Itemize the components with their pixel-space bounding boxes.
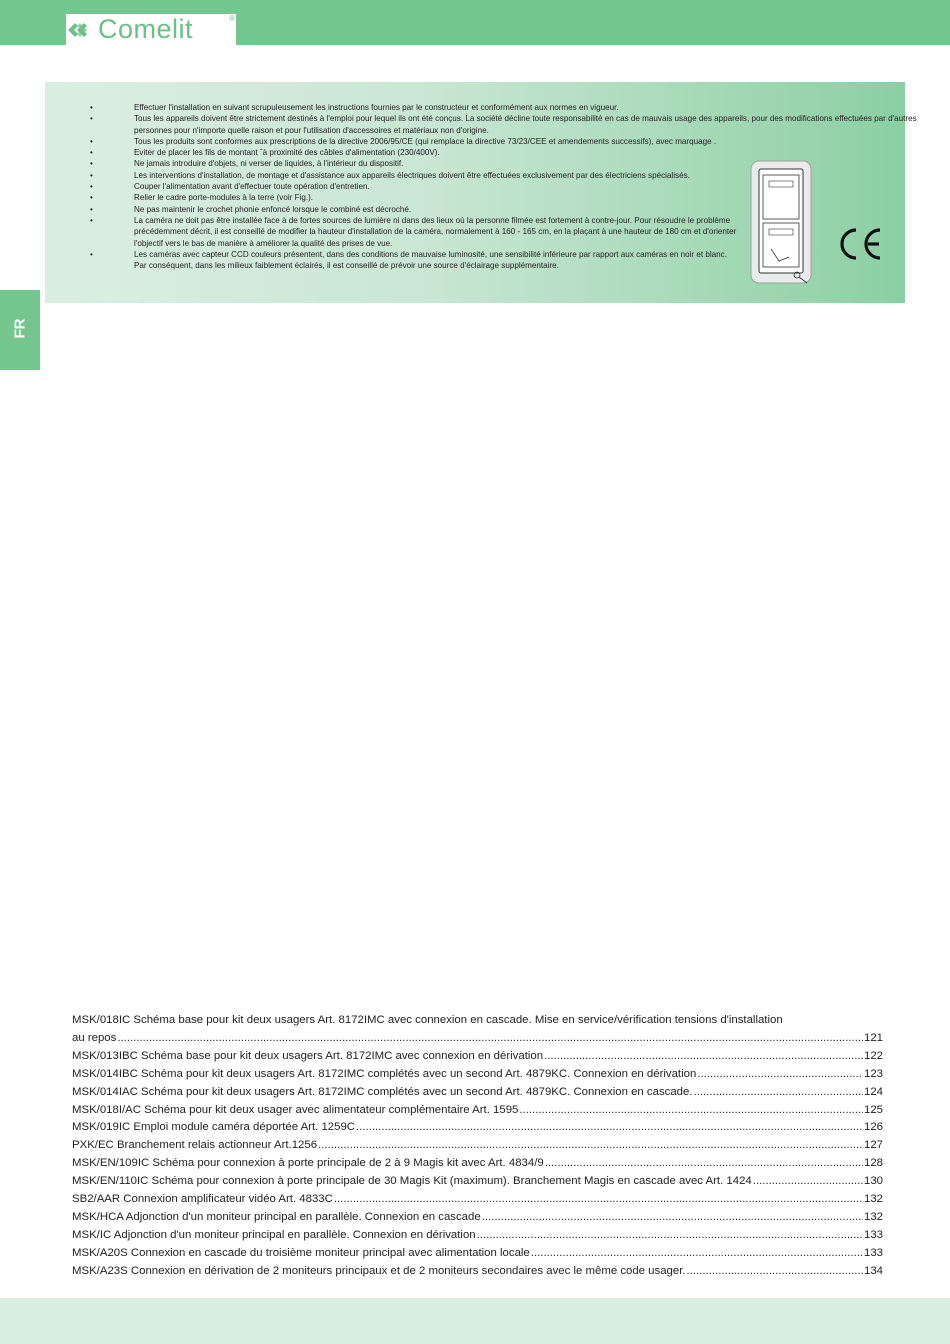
- toc-entry-title: MSK/IC Adjonction d'un moniteur principal en parallèle. Connexion en dérivation: [72, 1228, 476, 1241]
- warning-item: • Tous les appareils doivent être strictement destinés à l'emploi pour lequel ils ont été conçus. La société décline toute responsabilité en cas de mauvais usage des appareils, pour des modifications effectuées par d'autres personnes pour n'importe quelle raison et pour l'utilisation d'accessoires et matériaux non d'origine.: [90, 114, 917, 135]
- toc-entry[interactable]: [72, 1119, 883, 1137]
- warning-item: • Les interventions d'installation, de montage et d'assistance aux appareils électriques doivent être effectuées exclusivement par des électriciens spécialisés.: [90, 170, 690, 180]
- toc-entry-page: 133: [863, 1246, 883, 1259]
- toc-entry[interactable]: [72, 1191, 883, 1209]
- toc-entry-title: SB2/AAR Connexion amplificateur vidéo Art. 4833C: [72, 1193, 333, 1206]
- warning-item: • Ne pas maintenir le crochet phonie enfoncé lorsque le combiné est décroché.: [90, 204, 412, 214]
- toc-entry[interactable]: [72, 1012, 883, 1048]
- toc-entry[interactable]: [72, 1137, 883, 1155]
- toc-entry-page: 122: [863, 1049, 883, 1062]
- toc-entry-title: MSK/013IBC Schéma base pour kit deux usagers Art. 8172IMC avec connexion en dérivation: [72, 1049, 544, 1062]
- toc-entry-title: MSK/014IAC Schéma pour kit deux usagers Art. 8172IMC complétés avec un second Art. 4879KC. Connexion en cascade.: [72, 1085, 693, 1098]
- toc-entry-title: PXK/EC Branchement relais actionneur Art.1256: [72, 1139, 318, 1152]
- language-tab: [0, 290, 40, 370]
- toc-entry[interactable]: [72, 1102, 883, 1120]
- toc-entry-page: 132: [863, 1210, 883, 1223]
- footer-bar: [0, 1298, 950, 1344]
- toc-entry[interactable]: [72, 1084, 883, 1102]
- toc-entry[interactable]: [72, 1209, 883, 1227]
- toc-entry[interactable]: [72, 1245, 883, 1263]
- warning-item: • Effectuer l'installation en suivant scrupuleusement les instructions fournies par le constructeur et conformément aux normes en vigueur.: [90, 103, 619, 112]
- toc-entry-page: 128: [863, 1157, 883, 1170]
- toc-entry-title: MSK/019IC Emploi module caméra déportée Art. 1259C: [72, 1121, 356, 1134]
- toc-entry-page: 121: [863, 1031, 883, 1044]
- toc-entry-page: 126: [863, 1121, 883, 1134]
- toc-entry[interactable]: [72, 1048, 883, 1066]
- toc-entry[interactable]: [72, 1155, 883, 1173]
- warning-item: • La caméra ne doit pas être installée face à de fortes sources de lumière ni dans des lieux où la personne filmée est fortement à contre-jour. Pour résoudre le problème précédemment décrit, il est conseillé de modifier la hauteur d'installation de la caméra, normalement à 160 - 165 cm, en la plaçant à une hauteur de 180 cm et d'orienter l'objectif vers le bas de manière à améliorer la qualité des prises de vue.: [90, 215, 737, 248]
- logo-text: Comelit: [98, 14, 194, 44]
- toc-entry-page: 124: [863, 1085, 883, 1098]
- toc-entry[interactable]: [72, 1173, 883, 1191]
- toc-entry-page: 125: [863, 1103, 883, 1116]
- warning-item: • Eviter de placer les fils de montant ˆà proximité des câbles d'alimentation (230/400V).: [90, 148, 440, 158]
- comelit-logo-icon: [68, 20, 96, 40]
- toc-entry-title: MSK/A23S Connexion en dérivation de 2 moniteurs principaux et de 2 moniteurs secondaires avec le même code usager.: [72, 1264, 686, 1277]
- toc-entry-title: au repos: [72, 1031, 117, 1044]
- toc-entry-title: MSK/018I/AC Schéma pour kit deux usager avec alimentateur complémentaire Art. 1595: [72, 1103, 519, 1116]
- ce-mark-icon: [836, 226, 884, 262]
- warning-item: • Ne jamais introduire d'objets, ni verser de liquides, à l'intérieur du dispositif.: [90, 159, 404, 169]
- toc-entry-title: MSK/A20S Connexion en cascade du troisième moniteur principal avec alimentation locale: [72, 1246, 530, 1259]
- toc-entry[interactable]: [72, 1066, 883, 1084]
- warning-item: • Couper l'alimentation avant d'effectuer toute opération d'entretien.: [90, 182, 370, 192]
- toc-entry-title: MSK/EN/110IC Schéma pour connexion à porte principale de 30 Magis Kit (maximum). Branchement Magis en cascade avec Art. 1424: [72, 1175, 752, 1188]
- toc-entry[interactable]: [72, 1227, 883, 1245]
- toc-entry-title: MSK/EN/109IC Schéma pour connexion à porte principale de 2 à 9 Magis kit avec Art. 4834/9: [72, 1157, 544, 1170]
- toc-entry[interactable]: [72, 1263, 883, 1281]
- warning-item: • Tous les produits sont conformes aux prescriptions de la directive 2006/95/CE (qui remplace la directive 73/23/CEE et amendements successifs), avec marquage .: [90, 136, 717, 146]
- table-of-contents: [72, 1012, 883, 1281]
- toc-entry-title: MSK/014IBC Schéma pour kit deux usagers Art. 8172IMC complétés avec un second Art. 4879KC. Connexion en dérivation: [72, 1067, 697, 1080]
- toc-entry-page: 134: [863, 1264, 883, 1277]
- toc-entry-page: 132: [863, 1193, 883, 1206]
- registered-mark: ®: [229, 14, 235, 23]
- toc-entry-page: 130: [863, 1175, 883, 1188]
- module-frame-figure-icon: [749, 157, 815, 285]
- toc-entry-page: 127: [863, 1139, 883, 1152]
- warning-item: • Relier le cadre porte-modules à la terre (voir Fig.).: [90, 193, 314, 203]
- toc-entry-page: 123: [863, 1067, 883, 1080]
- toc-entry-title-line1: MSK/018IC Schéma base pour kit deux usagers Art. 8172IMC avec connexion en cascade. Mise en service/vérification tensions d'installation: [72, 1014, 783, 1026]
- toc-entry-title: MSK/HCA Adjonction d'un moniteur principal en parallèle. Connexion en cascade: [72, 1210, 481, 1223]
- language-tab-label: FR: [11, 318, 29, 339]
- toc-entry-page: 133: [863, 1228, 883, 1241]
- warning-item: • Les caméras avec capteur CCD couleurs présentent, dans des conditions de mauvaise luminosité, une sensibilité inférieure par rapport aux caméras en noir et blanc. Par conséquent, dans les milieux faiblement éclairés, il est conseillé de prévoir une source d'éclairage supplémentaire.: [90, 249, 727, 271]
